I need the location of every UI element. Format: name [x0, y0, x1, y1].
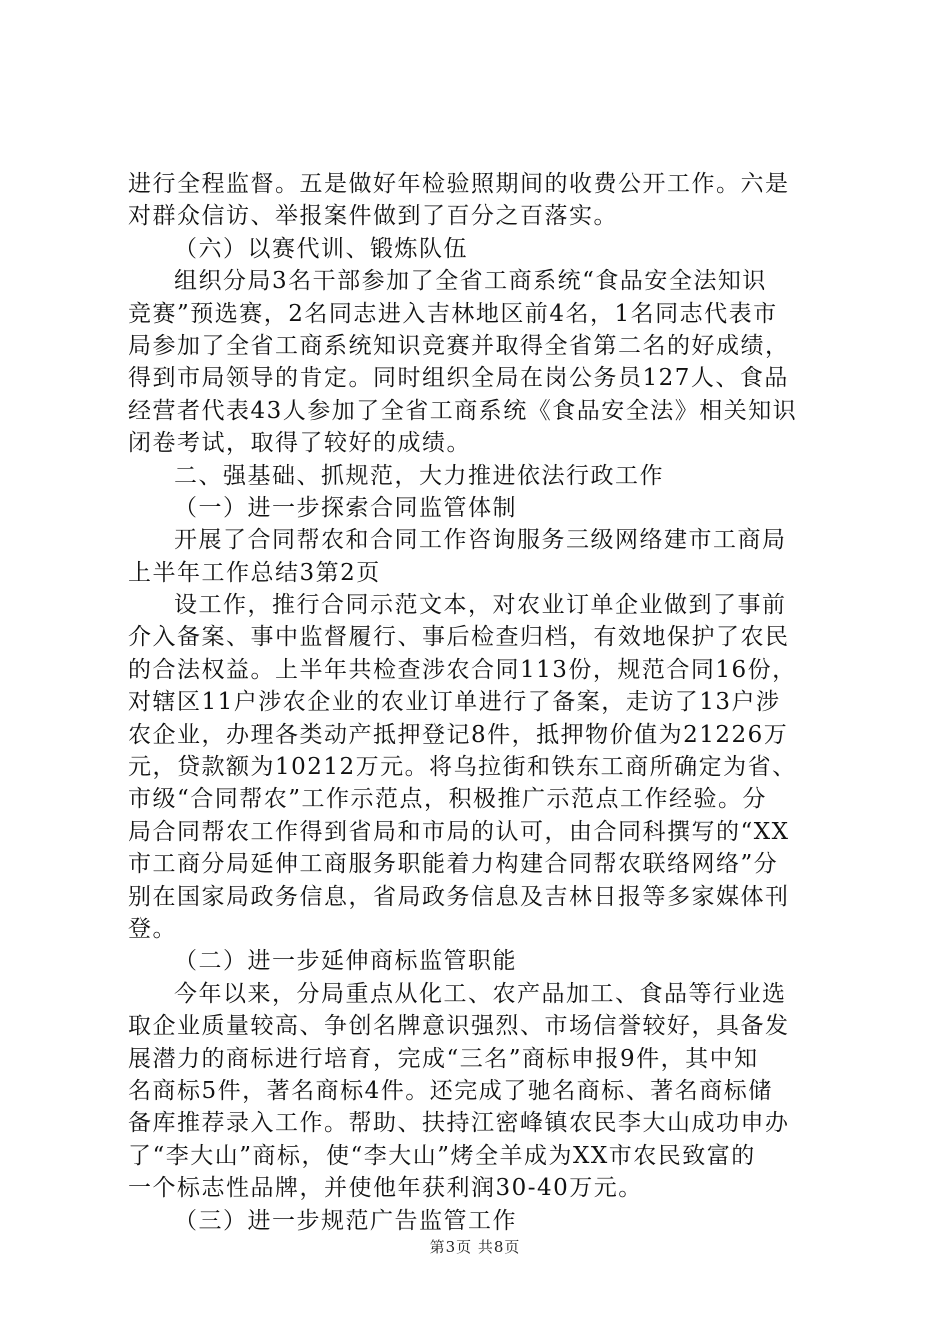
- text-line: 上半年工作总结3第2页: [128, 559, 381, 586]
- text-line: （三）进一步规范广告监管工作: [174, 1207, 517, 1234]
- text-line: 闭卷考试，取得了较好的成绩。: [128, 430, 471, 457]
- text-line: 局合同帮农工作得到省局和市局的认可，由合同科撰写的“XX: [128, 818, 790, 845]
- text-line: 对群众信访、举报案件做到了百分之百落实。: [128, 203, 618, 230]
- text-line: 一个标志性品牌，并使他年获利润30-40万元。: [128, 1175, 643, 1202]
- text-line: 介入备案、事中监督履行、事后检查归档，有效地保护了农民: [128, 624, 790, 651]
- text-line: 的合法权益。上半年共检查涉农合同113份，规范合同16份，: [128, 656, 797, 683]
- text-line: 局参加了全省工商系统知识竞赛并取得全省第二名的好成绩，: [128, 332, 790, 359]
- document-body: [128, 168, 832, 1237]
- text-line: 了“李大山”商标，使“李大山”烤全羊成为XX市农民致富的: [128, 1142, 756, 1169]
- text-line: 名商标5件，著名商标4件。还完成了驰名商标、著名商标储: [128, 1077, 773, 1104]
- text-line: （六）以赛代训、锻炼队伍: [174, 235, 468, 262]
- text-line: 组织分局3名干部参加了全省工商系统“食品安全法知识: [174, 268, 767, 295]
- text-line: 竞赛”预选赛，2名同志进入吉林地区前4名，1名同志代表市: [128, 300, 778, 327]
- text-line: 展潜力的商标进行培育，完成“三名”商标申报9件，其中知: [128, 1045, 759, 1072]
- text-line: 登。: [128, 915, 177, 942]
- text-line: 开展了合同帮农和合同工作咨询服务三级网络建市工商局: [174, 527, 787, 554]
- text-line: 今年以来，分局重点从化工、农产品加工、食品等行业选: [174, 980, 787, 1007]
- text-line: 元，贷款额为10212万元。将乌拉街和铁东工商所确定为省、: [128, 754, 797, 781]
- text-line: 农企业，办理各类动产抵押登记8件，抵押物价值为21226万: [128, 721, 789, 748]
- text-line: （一）进一步探索合同监管体制: [174, 494, 517, 521]
- page-footer: 第3页 共8页: [429, 1238, 521, 1256]
- text-line: 别在国家局政务信息，省局政务信息及吉林日报等多家媒体刊: [128, 883, 790, 910]
- text-line: （二）进一步延伸商标监管职能: [174, 948, 517, 975]
- text-line: 市级“合同帮农”工作示范点，积极推广示范点工作经验。分: [128, 786, 768, 813]
- text-line: 取企业质量较高、争创名牌意识强烈、市场信誉较好，具备发: [128, 1013, 790, 1040]
- text-line: 设工作，推行合同示范文本，对农业订单企业做到了事前: [174, 592, 787, 619]
- text-line: 经营者代表43人参加了全省工商系统《食品安全法》相关知识: [128, 397, 798, 424]
- text-line: 得到市局领导的肯定。同时组织全局在岗公务员127人、食品: [128, 365, 789, 392]
- text-line: 市工商分局延伸工商服务职能着力构建合同帮农联络网络”分: [128, 851, 779, 878]
- text-line: 备库推荐录入工作。帮助、扶持江密峰镇农民李大山成功申办: [128, 1110, 790, 1137]
- text-line: 进行全程监督。五是做好年检验照期间的收费公开工作。六是: [128, 171, 790, 197]
- text-line: 对辖区11户涉农企业的农业订单进行了备案，走访了13户涉: [128, 689, 781, 716]
- text-line: 二、强基础、抓规范，大力推进依法行政工作: [174, 462, 664, 489]
